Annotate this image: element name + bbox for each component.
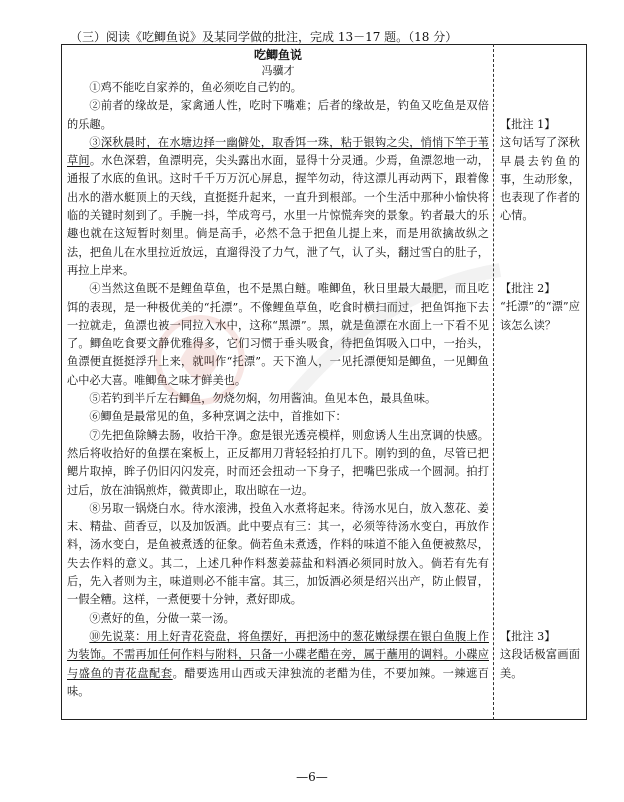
annotation-text: 这段话极富画面美。	[500, 648, 580, 680]
paragraph-text: 。醋要选用山西或天津独流的老醋为佳，不要加辣。一辣遮百味。	[67, 666, 489, 698]
paragraph-1	[67, 79, 489, 97]
paragraph-text: ⑧另取一锅烧白水。待水滚沸，投鱼入水煮将起来。待汤水见白，放入葱花、姜末、精盐、茴香豆，以及加饭酒。此中要点有三：其一，必须等待汤水变白，再放作料，汤水变白，是鱼被煮透的征象。倘若鱼未煮透，作料的味道不能入鱼便被熬尽，失去作料的意义。其二，上述几种作料葱姜蒜盐和料酒必须同时放入。倘若有先有后，先入者则为主，味道则必不能丰富。其三，加饭酒必须是绍兴出产，防止假冒，一假全糟。这样，一煮便要十分钟，煮好即成。	[67, 501, 489, 607]
paragraph-text: ②前者的缘故是，家禽通人性，吃时下嘴难；后者的缘故是，钓鱼又吃鱼是双倍的乐趣。	[67, 99, 489, 131]
underlined-text: ③深秋晨时，在水塘边择一幽僻处，取香饵一珠，粘于银钩之尖，悄悄下竿于苇草间	[67, 135, 489, 168]
paragraph-8	[67, 500, 489, 610]
paragraph-text: ⑤若钓到半斤左右鲫鱼，勿烧勿焖，勿用酱油。鱼见本色，最具鱼味。	[89, 392, 437, 406]
paragraph-3	[67, 134, 489, 280]
paragraph-6	[67, 408, 489, 426]
passage-title: 吃鲫鱼说	[253, 48, 302, 62]
passage-author: 冯骥才	[261, 64, 295, 77]
passage-column	[61, 44, 494, 720]
paragraph-text: ④当然这鱼既不是鲤鱼草鱼，也不是黑白鲢。唯鲫鱼，秋日里最大最肥，而且吃饵的表现，是一种极优美的“托漂”。不像鲤鱼草鱼，吃食时横扫而过，把鱼饵拖下去一拉就走，鱼漂也被一同拉入水中，这称“黑漂”。黑，就是鱼漂在水面上一下看不见了。鲫鱼吃食要文静优雅得多，它们习惯于垂头吸食，待把鱼饵吸入口中，一抬头，鱼漂便直挺挺浮升上来，就叫作“托漂”。天下渔人，一见托漂便知是鲫鱼，一见鲫鱼心中必大喜。唯鲫鱼之味才鲜美也。	[67, 282, 489, 387]
annotation-text: “托漂”的“漂”应该怎么读？	[500, 300, 580, 332]
paragraph-list	[67, 79, 489, 701]
annotation-3	[500, 628, 580, 683]
annotation-1	[500, 116, 580, 226]
underlined-text: ⑩先说菜：用上好青花瓷盘，将鱼摆好，再把汤中的葱花嫩绿摆在银白鱼腹上作为装饰。不需再加任何作料与附料，只备一小碟老醋在旁，属于蘸用的调料。小碟应与盛鱼的青花盘配套	[67, 629, 489, 680]
paragraph-2	[67, 97, 489, 134]
paragraph-4	[67, 280, 489, 390]
paragraph-text: 。水色深碧，鱼漂明亮，尖头露出水面，显得十分灵通。少焉，鱼漂忽地一动，通报了水底的鱼讯。这时千千万万沉心屏息，握竿勿动，待这漂儿再动两下，跟着像出水的潜水艇顶上的天线，直挺挺升起来，一直升到根部。一个生活中那种小愉快将临的关键时刻到了。手腕一抖，竿成弯弓，水里一片惊慌奔突的景象。钓者最大的乐趣也就在这短暂时刻里。倘是高手，必然不急于把鱼儿提上来，而是用欲擒故纵之法，把鱼儿在水里拉近放远，直遛得没了力气，泄了气，认了头，翻过雪白的肚子，再拉上岸来。	[67, 154, 489, 277]
annotation-label: 【批注 2】	[500, 282, 556, 295]
paragraph-5	[67, 390, 489, 408]
paragraph-text: ①鸡不能吃自家养的，鱼必须吃自己钓的。	[89, 81, 302, 94]
paragraph-text: ⑦先把鱼除鳞去肠，收拾干净。愈是银光透亮模样，则愈诱人生出烹调的快感。然后将收拾好的鱼摆在案板上，正反都用刀背轻轻拍打几下。刚钓到的鱼，尽管已把鳃片取掉，眸子仍旧闪闪发亮，时而还会扭动一下身子，把嘴巴张成一个圆洞。拍打过后，放在油锅煎炸，微黄即止，取出晾在一边。	[67, 428, 489, 497]
annotation-2	[500, 280, 580, 335]
paragraph-text: ⑥鲫鱼是最常见的鱼，多种烹调之法中，首推如下：	[89, 410, 347, 424]
paragraph-text: ⑨煮好的鱼，分做一菜一汤。	[89, 611, 235, 625]
page-number: —6—	[296, 770, 328, 784]
annotation-text: 这句话写了深秋早晨去钓鱼的事，生动形象，也表现了作者的心情。	[500, 136, 580, 223]
annotation-label: 【批注 1】	[500, 118, 556, 131]
paragraph-10	[67, 628, 489, 701]
paragraph-9	[67, 610, 489, 628]
question-header: （三）阅读《吃鲫鱼说》及某同学做的批注，完成 13－17 题。（18 分）	[70, 30, 458, 44]
annotation-label: 【批注 3】	[500, 630, 556, 643]
paragraph-7	[67, 427, 489, 500]
